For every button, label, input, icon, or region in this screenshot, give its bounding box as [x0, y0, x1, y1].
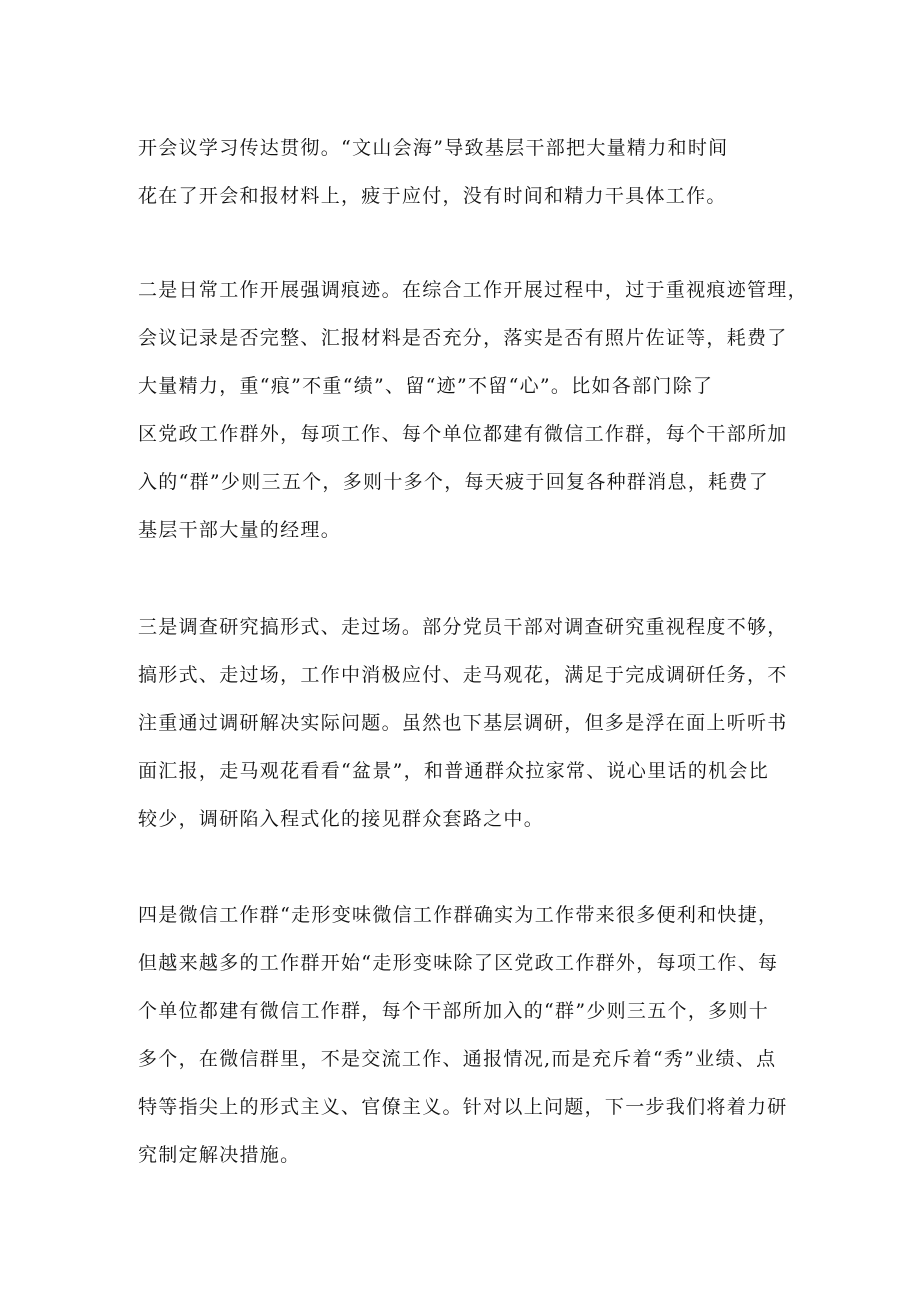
- paragraph-line: 究制定解决措施。: [138, 1144, 301, 1166]
- paragraph-line: 多个，在微信群里，不是交流工作、通报情况,而是充斥着“秀”业绩、点: [138, 1048, 777, 1070]
- paragraph-line: 四是微信工作群“走形变味微信工作群确实为工作带来很多便利和快捷，: [138, 904, 779, 926]
- paragraph-line: 大量精力，重“痕”不重“绩”、留“迹”不留“心”。比如各部门除了: [138, 375, 714, 397]
- paragraph-line: 会议记录是否完整、汇报材料是否充分，落实是否有照片佐证等，耗费了: [138, 327, 788, 349]
- paragraph-line: 二是日常工作开展强调痕迹。在综合工作开展过程中，过于重视痕迹管理，: [138, 279, 808, 301]
- paragraph-line: 个单位都建有微信工作群，每个干部所加入的“群”少则三五个，多则十: [138, 1000, 770, 1022]
- paragraph-4: [138, 891, 798, 1179]
- paragraph-2: [138, 266, 808, 554]
- paragraph-line: 区党政工作群外，每项工作、每个单位都建有微信工作群，每个干部所加: [138, 423, 788, 445]
- paragraph-line: 特等指尖上的形式主义、官僚主义。针对以上问题，下一步我们将着力研: [138, 1096, 788, 1118]
- paragraph-3: [138, 603, 798, 843]
- paragraph-line: 基层干部大量的经理。: [138, 519, 342, 541]
- paragraph-line: 花在了开会和报材料上，疲于应付，没有时间和精力干具体工作。: [138, 185, 727, 207]
- paragraph-line: 开会议学习传达贯彻。“文山会海”导致基层干部把大量精力和时间: [138, 137, 729, 159]
- paragraph-line: 入的“群”少则三五个，多则十多个，每天疲于回复各种群消息，耗费了: [138, 471, 770, 493]
- paragraph-line: 三是调查研究搞形式、走过场。部分党员干部对调查研究重视程度不够，: [138, 616, 788, 638]
- paragraph-line: 注重通过调研解决实际问题。虽然也下基层调研，但多是浮在面上听听书: [138, 712, 788, 734]
- paragraph-line: 较少，调研陷入程式化的接见群众套路之中。: [138, 808, 545, 830]
- paragraph-line: 搞形式、走过场，工作中消极应付、走马观花，满足于完成调研任务，不: [138, 664, 788, 686]
- paragraph-1: [138, 124, 798, 220]
- paragraph-line: 面汇报，走马观花看看“盆景”，和普通群众拉家常、说心里话的机会比: [138, 760, 770, 782]
- paragraph-line: 但越来越多的工作群开始“走形变味除了区党政工作群外，每项工作、每: [138, 952, 779, 974]
